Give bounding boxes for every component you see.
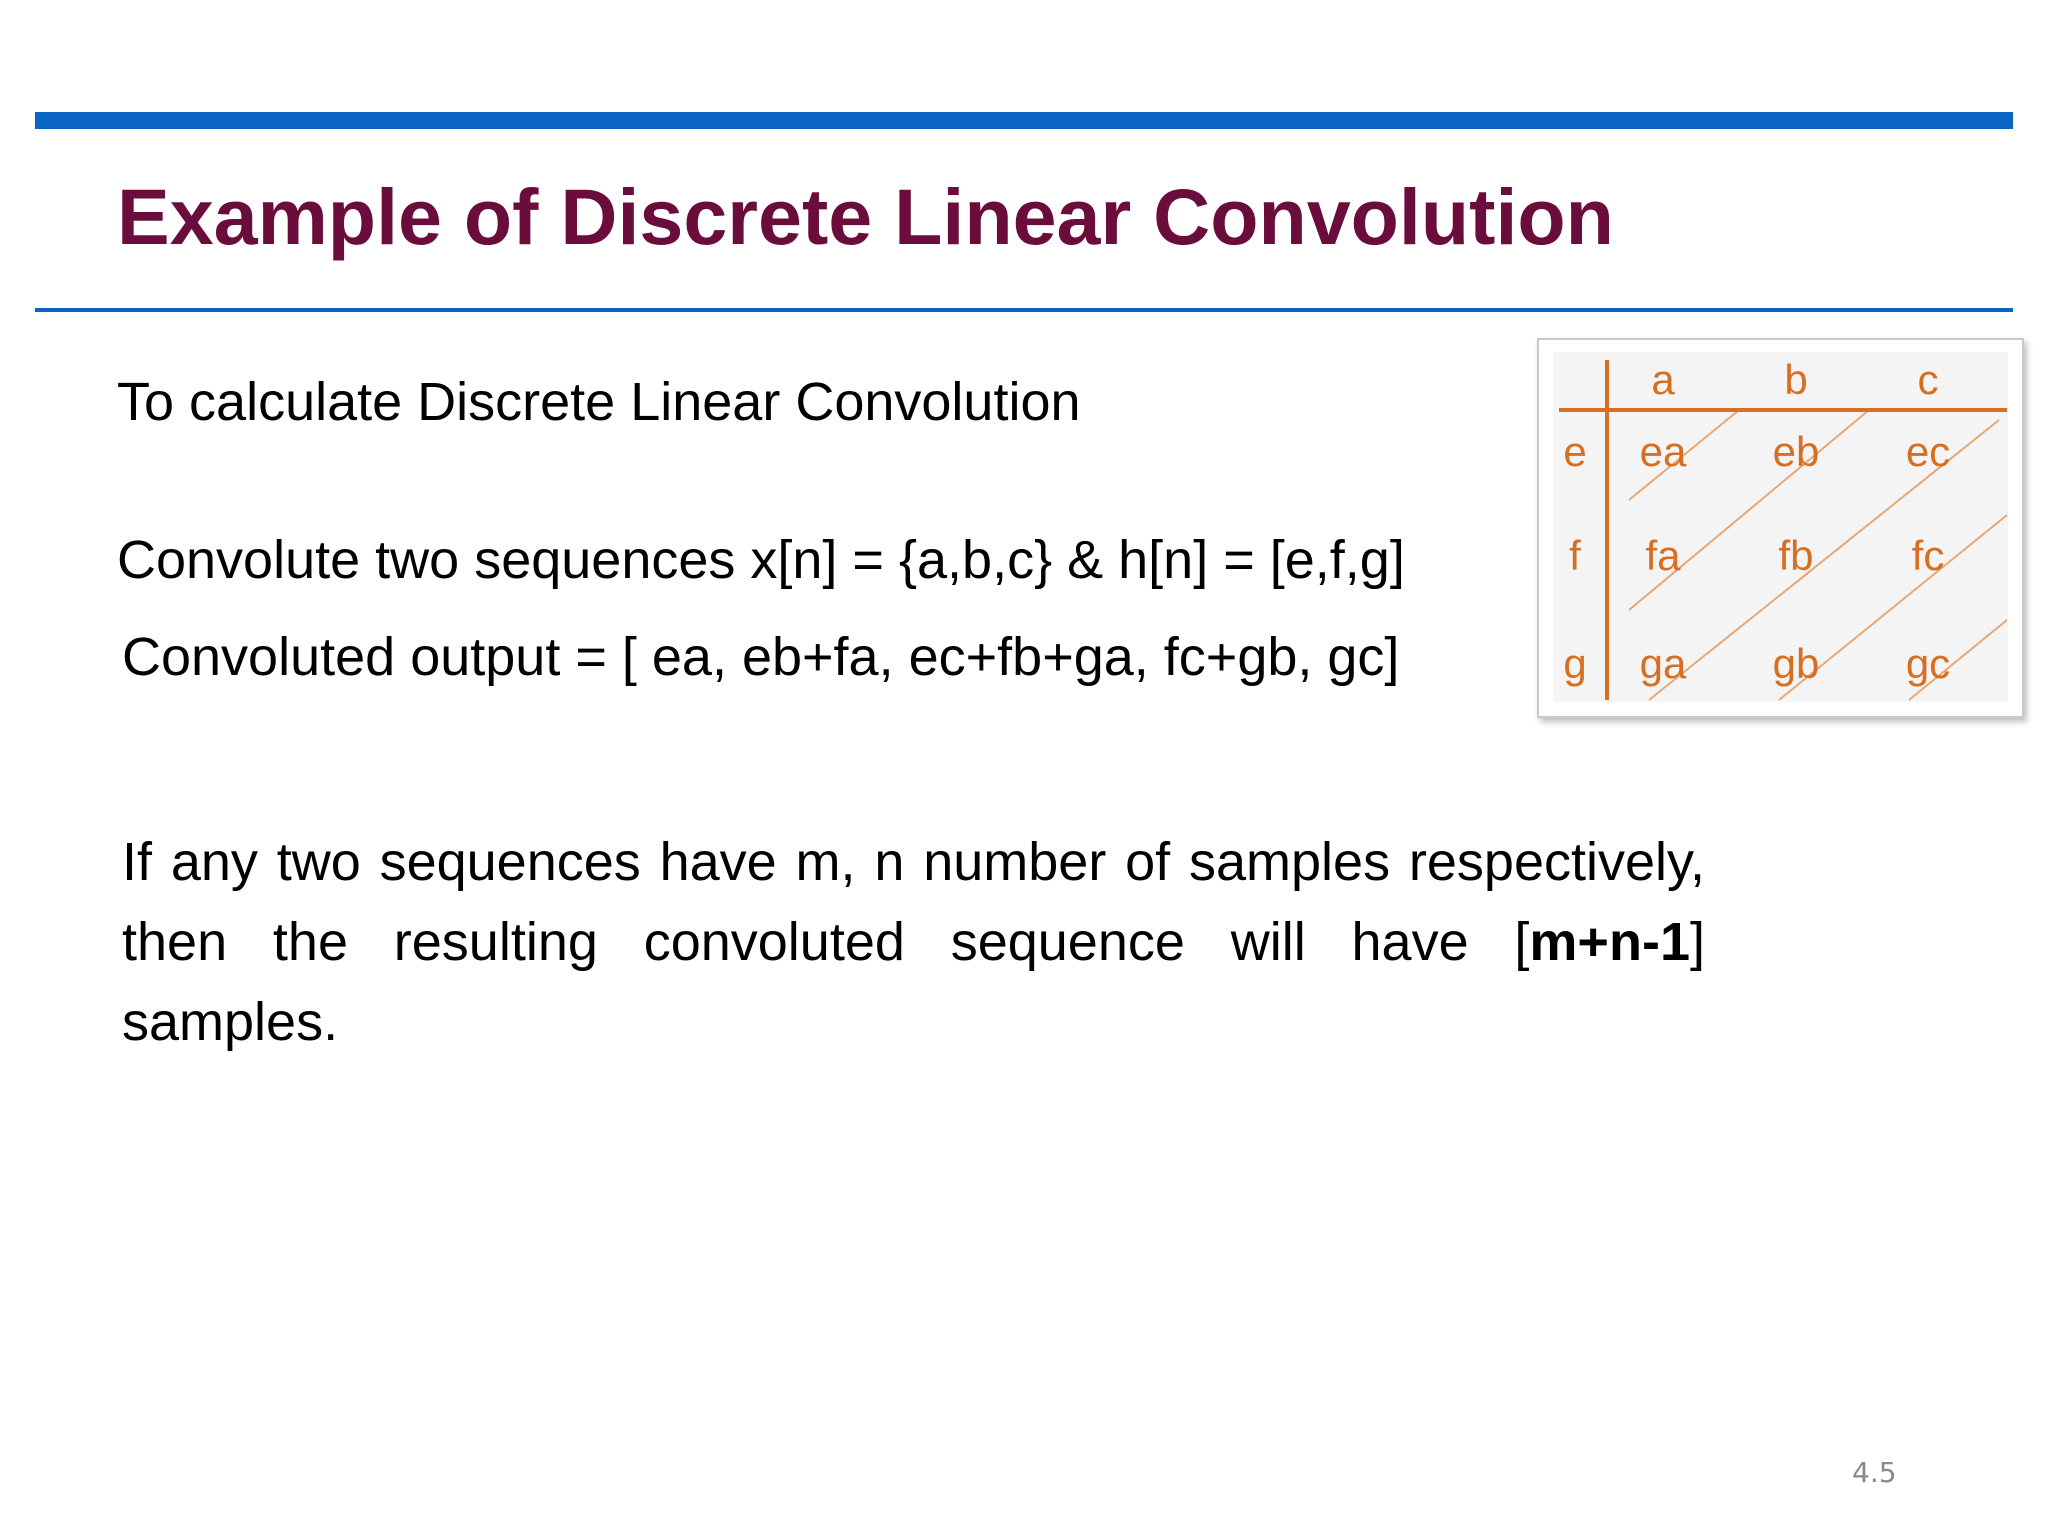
top-rule (35, 112, 2013, 129)
row-header-g: g (1563, 640, 1587, 687)
sequences-line: Convolute two sequences x[n] = {a,b,c} & h[n] = [e,f,g] (117, 530, 1405, 590)
cell-fa: fa (1645, 532, 1681, 579)
convolution-table (1537, 338, 2024, 718)
output-line: Convoluted output = [ ea, eb+fa, ec+fb+ga, fc+gb, gc] (122, 627, 1400, 687)
cell-gb: gb (1772, 640, 1820, 687)
page-number: 4.5 (1852, 1456, 1897, 1489)
samples-formula: m+n-1 (1529, 912, 1690, 972)
samples-text-after: ] samples. (122, 912, 1705, 1052)
col-header-a: a (1651, 356, 1675, 403)
samples-paragraph (122, 822, 1705, 1062)
convolution-table-graphic (1539, 340, 2022, 716)
samples-text-before: If any two sequences have m, n number of samples respectively, then the resulting convoluted sequence will have [ (122, 832, 1705, 972)
cell-fc: fc (1911, 532, 1945, 579)
cell-ga: ga (1639, 640, 1687, 687)
row-header-f: f (1569, 532, 1581, 579)
slide-title: Example of Discrete Linear Convolution (117, 172, 1614, 261)
title-underline (35, 308, 2013, 312)
cell-ea: ea (1639, 428, 1687, 475)
col-header-b: b (1784, 356, 1808, 403)
cell-eb: eb (1772, 428, 1820, 475)
intro-line: To calculate Discrete Linear Convolution (117, 372, 1081, 432)
cell-gc: gc (1905, 640, 1951, 687)
cell-fb: fb (1778, 532, 1814, 579)
col-header-c: c (1917, 356, 1939, 403)
row-header-e: e (1563, 428, 1587, 475)
cell-ec: ec (1905, 428, 1951, 475)
